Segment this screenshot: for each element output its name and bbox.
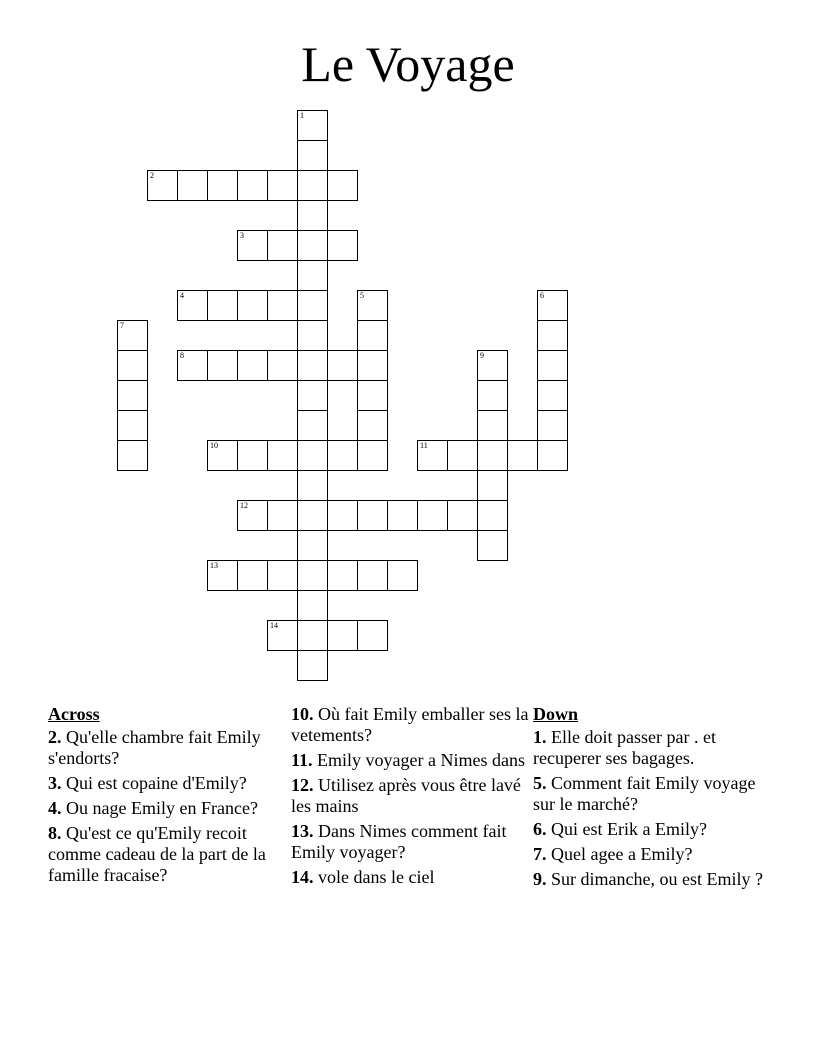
crossword-cell[interactable] [447,440,478,471]
crossword-cell[interactable] [357,620,388,651]
crossword-cell[interactable] [267,170,298,201]
crossword-cell[interactable] [297,200,328,231]
clue-number: 5. [533,773,547,793]
crossword-cell[interactable] [537,410,568,441]
crossword-cell[interactable] [117,440,148,471]
crossword-cell[interactable] [177,170,208,201]
crossword-cell[interactable] [237,500,268,531]
crossword-cell[interactable] [297,500,328,531]
clue-down-9 [533,869,763,890]
crossword-cell[interactable] [537,380,568,411]
crossword-cell[interactable] [417,440,448,471]
crossword-cell[interactable] [117,410,148,441]
clue-down-5 [533,773,763,815]
crossword-cell[interactable] [297,410,328,441]
crossword-cell[interactable] [477,530,508,561]
crossword-cell[interactable] [357,560,388,591]
crossword-cell[interactable] [477,350,508,381]
crossword-cell[interactable] [357,290,388,321]
down-clues-col [533,704,763,894]
cell-number: 5 [360,291,364,300]
crossword-cell[interactable] [297,260,328,291]
clue-number: 9. [533,869,547,889]
crossword-cell[interactable] [237,230,268,261]
clue-across-13 [291,821,529,863]
crossword-cell[interactable] [537,320,568,351]
clue-number: 13. [291,821,314,841]
clue-down-6 [533,819,763,840]
crossword-cell[interactable] [117,380,148,411]
crossword-cell[interactable] [297,530,328,561]
clue-text: Utilisez après vous être lavé les mains [291,775,521,816]
crossword-cell[interactable] [237,350,268,381]
clue-text: Où fait Emily emballer ses la vetements? [291,704,529,745]
crossword-cell[interactable] [237,560,268,591]
crossword-cell[interactable] [327,560,358,591]
clue-number: 2. [48,727,62,747]
crossword-cell[interactable] [327,170,358,201]
crossword-cell[interactable] [267,500,298,531]
crossword-cell[interactable] [207,560,238,591]
clue-number: 12. [291,775,314,795]
crossword-cell[interactable] [297,650,328,681]
crossword-cell[interactable] [357,350,388,381]
crossword-cell[interactable] [237,290,268,321]
clue-text: Emily voyager a Nimes dans [317,750,525,770]
crossword-cell[interactable] [297,230,328,261]
crossword-cell[interactable] [267,230,298,261]
cell-number: 6 [540,291,544,300]
crossword-cell[interactable] [357,320,388,351]
clue-text: Sur dimanche, ou est Emily ? [551,869,763,889]
cell-number: 14 [270,621,278,630]
crossword-cell[interactable] [357,500,388,531]
crossword-cell[interactable] [477,470,508,501]
across-clues-col-2 [291,704,529,892]
crossword-cell[interactable] [357,380,388,411]
clue-text: Qu'elle chambre fait Emily s'endorts? [48,727,261,768]
crossword-cell[interactable] [537,440,568,471]
crossword-cell[interactable] [507,440,538,471]
clue-number: 7. [533,844,547,864]
crossword-cell[interactable] [297,320,328,351]
cell-number: 9 [480,351,484,360]
crossword-cell[interactable] [117,320,148,351]
clue-text: Qui est Erik a Emily? [551,819,707,839]
cell-number: 3 [240,231,244,240]
crossword-cell[interactable] [327,620,358,651]
clue-across-8 [48,823,284,886]
page-title: Le Voyage [301,36,515,92]
crossword-cell[interactable] [327,500,358,531]
crossword-cell[interactable] [477,440,508,471]
clue-number: 8. [48,823,62,843]
cell-number: 1 [300,111,304,120]
crossword-cell[interactable] [327,230,358,261]
crossword-cell[interactable] [267,350,298,381]
crossword-cell[interactable] [207,290,238,321]
crossword-cell[interactable] [477,410,508,441]
crossword-cell[interactable] [207,440,238,471]
crossword-cell[interactable] [357,410,388,441]
clue-across-14 [291,867,529,888]
clue-down-7 [533,844,763,865]
crossword-cell[interactable] [267,440,298,471]
clue-number: 6. [533,819,547,839]
cell-number: 4 [180,291,184,300]
cell-number: 7 [120,321,124,330]
crossword-cell[interactable] [297,290,328,321]
clue-across-10 [291,704,529,746]
clue-text: Comment fait Emily voyage sur le marché? [533,773,756,814]
cell-number: 11 [420,441,428,450]
cell-number: 13 [210,561,218,570]
crossword-cell[interactable] [207,350,238,381]
crossword-cell[interactable] [387,560,418,591]
crossword-cell[interactable] [297,560,328,591]
crossword-cell[interactable] [477,500,508,531]
clue-text: Qu'est ce qu'Emily recoit comme cadeau de la part de la famille fracaise? [48,823,266,885]
clue-text: Quel agee a Emily? [551,844,693,864]
clue-across-12 [291,775,529,817]
clue-number: 3. [48,773,62,793]
crossword-cell[interactable] [357,440,388,471]
crossword-cell[interactable] [177,290,208,321]
crossword-cell[interactable] [267,560,298,591]
crossword-cell[interactable] [297,590,328,621]
cell-number: 12 [240,501,248,510]
crossword-cell[interactable] [237,440,268,471]
clue-number: 14. [291,867,314,887]
clue-text: Dans Nimes comment fait Emily voyager? [291,821,507,862]
crossword-cell[interactable] [117,350,148,381]
cell-number: 10 [210,441,218,450]
crossword-cell[interactable] [297,470,328,501]
clue-text: Qui est copaine d'Emily? [66,773,247,793]
clue-across-11 [291,750,529,771]
crossword-cell[interactable] [297,350,328,381]
clue-text: vole dans le ciel [318,867,435,887]
crossword-cell[interactable] [327,350,358,381]
across-clues-col-1 [48,704,284,890]
crossword-cell[interactable] [477,380,508,411]
crossword-cell[interactable] [297,620,328,651]
crossword-cell[interactable] [417,500,448,531]
clue-number: 11. [291,750,313,770]
crossword-cell[interactable] [267,290,298,321]
crossword-cell[interactable] [237,170,268,201]
crossword-cell[interactable] [177,350,208,381]
clue-number: 4. [48,798,62,818]
crossword-cell[interactable] [297,170,328,201]
crossword-cell[interactable] [297,440,328,471]
cell-number: 2 [150,171,154,180]
clue-across-4 [48,798,284,819]
crossword-cell[interactable] [537,290,568,321]
clue-number: 1. [533,727,547,747]
clue-across-3 [48,773,284,794]
across-heading: Across [48,704,100,724]
clue-text: Ou nage Emily en France? [66,798,258,818]
crossword-cell[interactable] [327,440,358,471]
crossword-cell[interactable] [387,500,418,531]
crossword-cell[interactable] [297,380,328,411]
crossword-cell[interactable] [537,350,568,381]
crossword-cell[interactable] [447,500,478,531]
clue-across-2 [48,727,284,769]
down-heading: Down [533,704,579,724]
clue-number: 10. [291,704,314,724]
crossword-cell[interactable] [267,620,298,651]
cell-number: 8 [180,351,184,360]
crossword-cell[interactable] [207,170,238,201]
crossword-cell[interactable] [297,140,328,171]
clue-text: Elle doit passer par . et recuperer ses bagages. [533,727,716,768]
clue-down-1 [533,727,763,769]
crossword-cell[interactable] [147,170,178,201]
crossword-cell[interactable] [297,110,328,141]
